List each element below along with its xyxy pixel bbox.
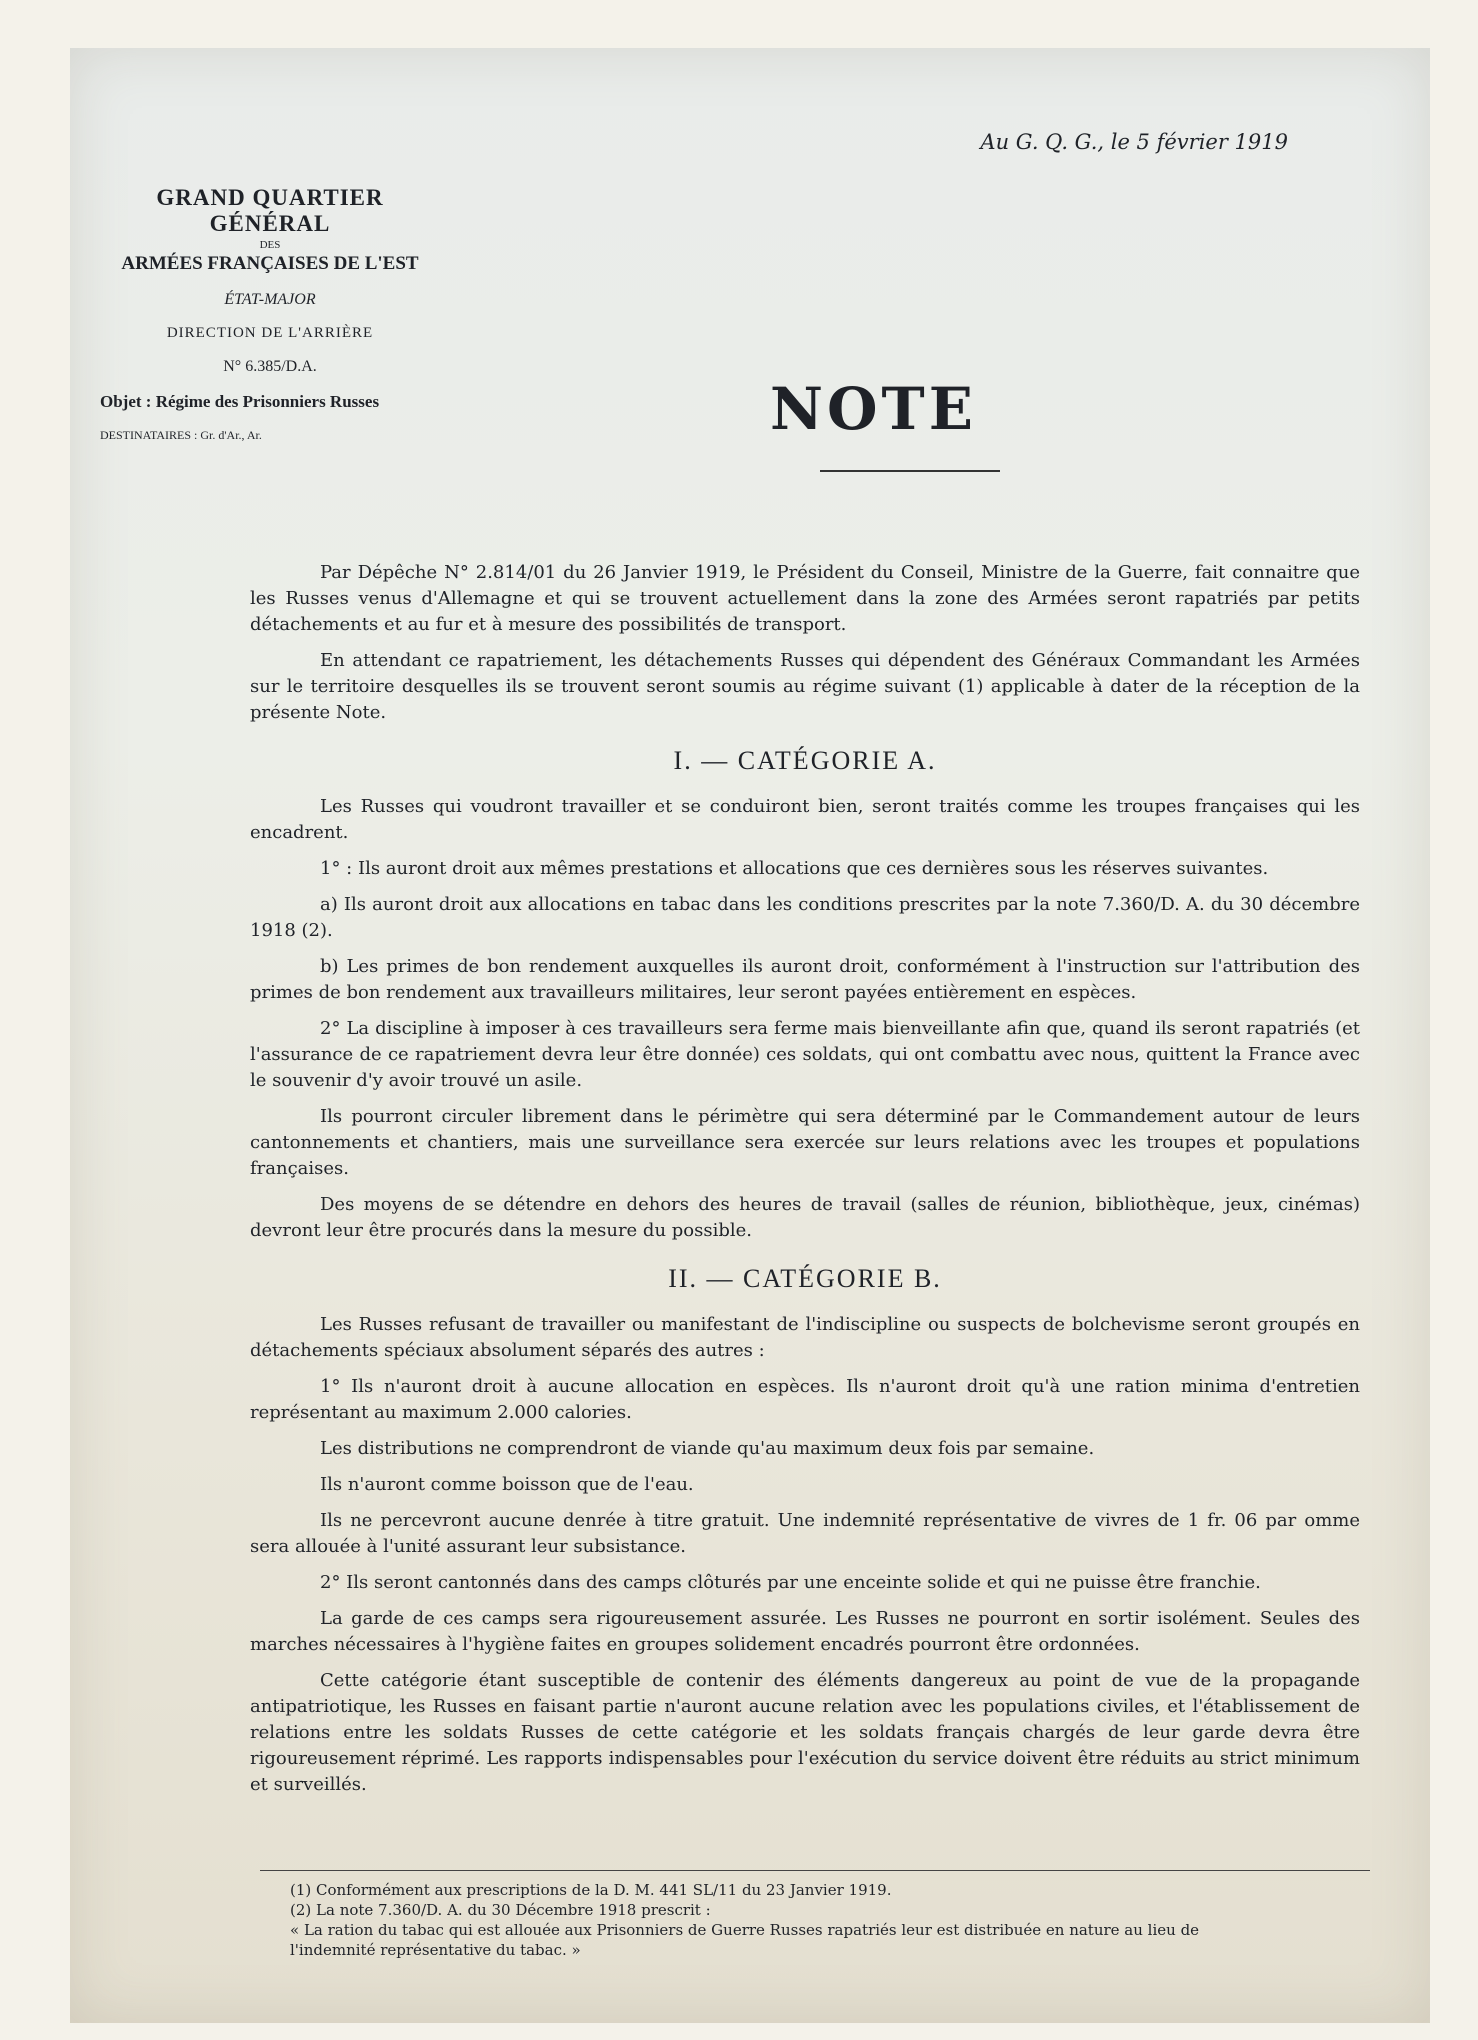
footnote-2-quote-end: l'indemnité représentative du tabac. » <box>290 1941 581 1959</box>
section-a-paragraph: 2° La discipline à imposer à ces travailleurs sera ferme mais bienveillante afin que, quand ils seront rapatriés (et l'assurance de ce rapatriement devra leur être donnée) ces soldats, qui ont combattu avec nous, quittent la France avec le souvenir d'y avoir trouvé un asile. <box>250 1018 1360 1091</box>
section-a-paragraph: Des moyens de se détendre en dehors des heures de travail (salles de réunion, bibliothèque, jeux, cinémas) devront leur être procurés dans la mesure du possible. <box>250 1194 1360 1241</box>
footnote-2: (2) La note 7.360/D. A. du 30 Décembre 1918 prescrit : <box>290 1901 711 1919</box>
document-date: Au G. Q. G., le 5 février 1919 <box>980 130 1288 154</box>
section-b-paragraph: Ils ne percevront aucune denrée à titre gratuit. Une indemnité représentative de vivres de 1 fr. 06 par omme sera allouée à l'unité assurant leur subsistance. <box>250 1510 1360 1557</box>
subject-line: Objet : Régime des Prisonniers Russes <box>100 392 380 411</box>
section-b-paragraph: La garde de ces camps sera rigoureusement assurée. Les Russes ne pourront en sortir isolément. Seules des marches nécessaires à l'hygiène faites en groupes solidement encadrés pourront être ordonnées. <box>250 1608 1360 1655</box>
issuer-block <box>100 185 440 443</box>
section-b-paragraph: Les Russes refusant de travailler ou manifestant de l'indiscipline ou suspects de bolchevisme seront groupés en détachements spéciaux absolument séparés des autres : <box>250 1314 1360 1361</box>
direction-label: DIRECTION DE L'ARRIÈRE <box>166 325 374 341</box>
section-a-paragraph: b) Les primes de bon rendement auxquelles ils auront droit, conformément à l'instruction sur l'attribution des primes de bon rendement aux travailleurs militaires, leur seront payées entièrement en espèces. <box>250 956 1360 1003</box>
org-connector: DES <box>259 239 281 251</box>
section-heading-a: I. — CATÉGORIE A. <box>673 746 937 775</box>
title-rule <box>820 470 1000 472</box>
footnote-rule <box>260 1870 1370 1871</box>
intro-paragraph: Par Dépêche N° 2.814/01 du 26 Janvier 1919, le Président du Conseil, Ministre de la Guerre, fait connaitre que les Russes venus d'Allemagne et qui se trouvent actuellement dans la zone des Armées seront rapatriés par petits détachements et au fur et à mesure des possibilités de transport. <box>250 562 1360 635</box>
org-name: GRAND QUARTIER GÉNÉRAL <box>156 185 384 236</box>
footnote-2-quote: « La ration du tabac qui est allouée aux Prisonniers de Guerre Russes rapatriés leur est distribuée en nature au lieu de <box>290 1921 1200 1939</box>
section-b-paragraph: Cette catégorie étant susceptible de contenir des éléments dangereux au point de vue de la propagande antipatriotique, les Russes en faisant partie n'auront aucune relation avec les populations civiles, et l'établissement de relations entre les soldats Russes de cette catégorie et les soldats français chargés de leur garde devra être rigoureusement réprimé. Les rapports indispensables pour l'exécution du service doivent être réduits au strict minimum et surveillés. <box>250 1670 1360 1795</box>
recipients-line: DESTINATAIRES : Gr. d'Ar., Ar. <box>100 428 262 442</box>
section-heading-b: II. — CATÉGORIE B. <box>668 1264 942 1293</box>
intro-paragraph: En attendant ce rapatriement, les détachements Russes qui dépendent des Généraux Commandant les Armées sur le territoire desquelles ils se trouvent seront soumis au régime suivant (1) applicable à dater de la réception de la présente Note. <box>250 650 1360 723</box>
section-b-paragraph: Les distributions ne comprendront de viande qu'au maximum deux fois par semaine. <box>320 1438 1095 1459</box>
section-a-paragraph: Les Russes qui voudront travailler et se conduiront bien, seront traités comme les troupes françaises qui les encadrent. <box>250 796 1360 843</box>
section-b-paragraph: 2° Ils seront cantonnés dans des camps clôturés par une enceinte solide et qui ne puisse être franchie. <box>320 1572 1261 1593</box>
footnote-1: (1) Conformément aux prescriptions de la D. M. 441 SL/11 du 23 Janvier 1919. <box>290 1881 892 1899</box>
org-armies: ARMÉES FRANÇAISES DE L'EST <box>121 253 419 274</box>
section-a-paragraph: a) Ils auront droit aux allocations en tabac dans les conditions prescrites par la note 7.360/D. A. du 30 décembre 1918 (2). <box>250 894 1360 941</box>
section-b-paragraph: 1° Ils n'auront droit à aucune allocation en espèces. Ils n'auront droit qu'à une ration minima d'entretien représentant au maximum 2.000 calories. <box>250 1376 1360 1423</box>
document-body <box>250 560 1360 1808</box>
document-title: NOTE <box>770 375 977 443</box>
staff-label: ÉTAT-MAJOR <box>224 291 316 308</box>
section-a-paragraph: Ils pourront circuler librement dans le périmètre qui sera déterminé par le Commandement autour de leurs cantonnements et chantiers, mais une surveillance sera exercée sur leurs relations avec les troupes et populations françaises. <box>250 1106 1360 1179</box>
footnotes <box>290 1880 1370 1960</box>
section-a-paragraph: 1° : Ils auront droit aux mêmes prestations et allocations que ces dernières sous les réserves suivantes. <box>320 858 1269 879</box>
reference-number: N° 6.385/D.A. <box>223 358 317 375</box>
section-b-paragraph: Ils n'auront comme boisson que de l'eau. <box>320 1474 694 1495</box>
